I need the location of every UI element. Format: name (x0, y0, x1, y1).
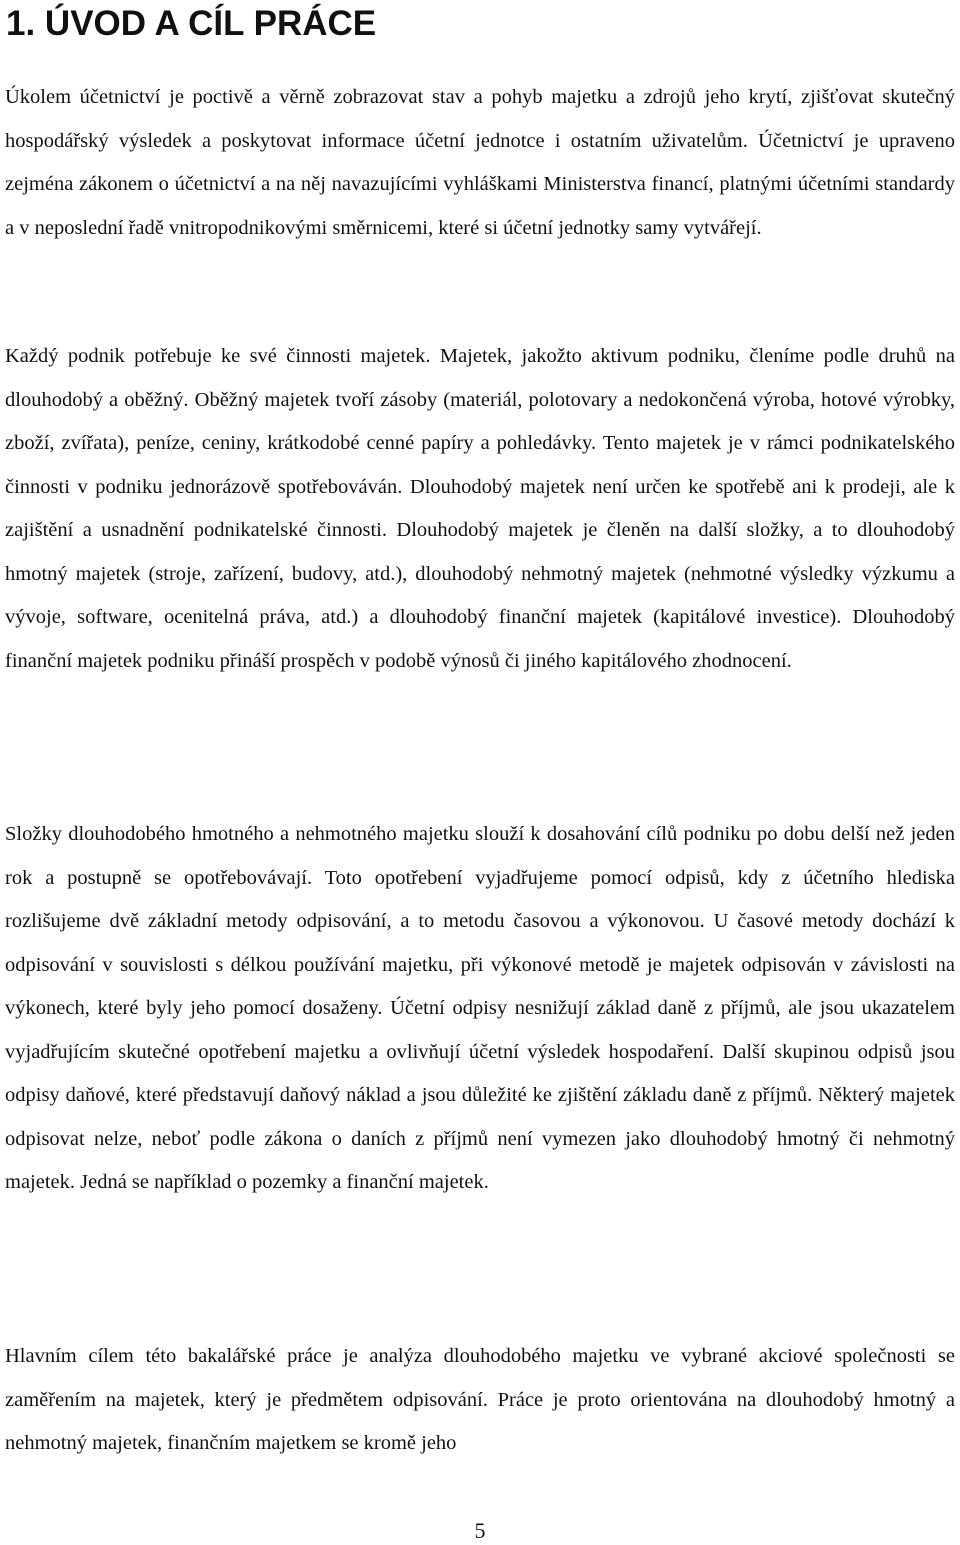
paragraph-thesis-goal: Hlavním cílem této bakalářské práce je analýza dlouhodobého majetku ve vybrané akciové společnosti se zaměřením na majetek, který je předmětem odpisování. Práce je proto orientována na dlouhodobý hmotný a nehmotný majetek, finančním majetkem se kromě jeho (5, 1345, 955, 1454)
page-number: 5 (474, 1518, 486, 1543)
paragraph-accounting-purpose: Úkolem účetnictví je poctivě a věrně zobrazovat stav a pohyb majetku a zdrojů jeho krytí, zjišťovat skutečný hospodářský výsledek a poskytovat informace účetní jednotce i ostatním uživatelům. Účetnictví je upraveno zejména zákonem o účetnictví a na něj navazujícími vyhláškami Ministerstva financí, platnými účetními standardy a v neposlední řadě vnitropodnikovými směrnicemi, které si účetní jednotky samy vytvářejí. (5, 86, 955, 239)
chapter-heading: 1. ÚVOD A CÍL PRÁCE (6, 4, 377, 43)
paragraph-assets-classification: Každý podnik potřebuje ke své činnosti majetek. Majetek, jakožto aktivum podniku, členíme podle druhů na dlouhodobý a oběžný. Oběžný majetek tvoří zásoby (materiál, polotovary a nedokončená výroba, hotové výrobky, zboží, zvířata), peníze, ceniny, krátkodobé cenné papíry a pohledávky. Tento majetek je v rámci podnikatelského činnosti v podniku jednorázově spotřebováván. Dlouhodobý majetek není určen ke spotřebě ani k prodeji, ale k zajištění a usnadnění podnikatelské činnosti. Dlouhodobý majetek je členěn na další složky, a to dlouhodobý hmotný majetek (stroje, zařízení, budovy, atd.), dlouhodobý nehmotný majetek (nehmotné výsledky výzkumu a vývoje, software, ocenitelná práva, atd.) a dlouhodobý finanční majetek (kapitálové investice). Dlouhodobý finanční majetek podniku přináší prospěch v podobě výnosů či jiného kapitálového zhodnocení. (5, 345, 955, 672)
paragraph-depreciation: Složky dlouhodobého hmotného a nehmotného majetku slouží k dosahování cílů podniku po dobu delší než jeden rok a postupně se opotřebovávají. Toto opotřebení vyjadřujeme pomocí odpisů, kdy z účetního hlediska rozlišujeme dvě základní metody odpisování, a to metodu časovou a výkonovou. U časové metody dochází k odpisování v souvislosti s délkou používání majetku, při výkonové metodě je majetek odpisován v závislosti na výkonech, které byly jeho pomocí dosaženy. Účetní odpisy nesnižují základ daně z příjmů, ale jsou ukazatelem vyjadřujícím skutečné opotřebení majetku a ovlivňují účetní výsledek hospodaření. Další skupinou odpisů jsou odpisy daňové, které představují daňový náklad a jsou důležité ke zjištění základu daně z příjmů. Některý majetek odpisovat nelze, neboť podle zákona o daních z příjmů není vymezen jako dlouhodobý hmotný či nehmotný majetek. Jedná se například o pozemky a finanční majetek. (5, 823, 955, 1193)
